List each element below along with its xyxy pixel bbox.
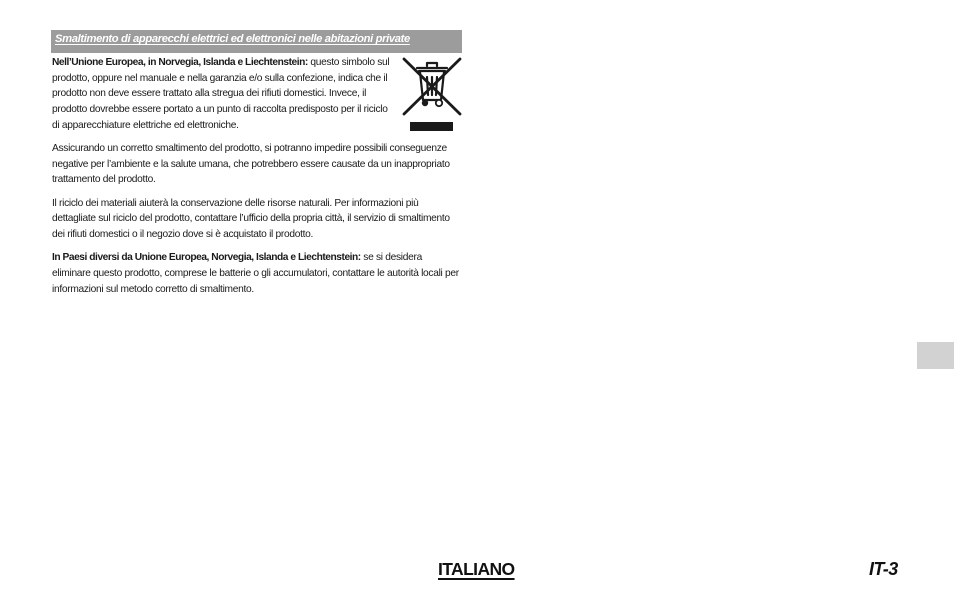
paragraph-recycling: Il riciclo dei materiali aiuterà la conservazione delle risorse naturali. Per informazioni più dettagliate sul riciclo del prodotto, contattare l’ufficio della propria città, il servizio di smaltimento dei rifiuti domestici o il negozio dove si è acquistato il prodotto.: [52, 197, 450, 241]
page-number: IT-3: [869, 559, 898, 579]
paragraph-other-text: se si desidera eliminare questo prodotto, comprese le batterie o gli accumulatori, contattare le autorità locali per informazioni sul metodo corretto di smaltimento.: [52, 252, 459, 295]
paragraph-other-lead: In Paesi diversi da Unione Europea, Norvegia, Islanda e Liechtenstein:: [52, 252, 361, 264]
paragraph-eu-lead: Nell’Unione Europea, in Norvegia, Islanda e Liechtenstein:: [52, 57, 308, 68]
section-title: Smaltimento di apparecchi elettrici ed elettronici nelle abitazioni private: [55, 33, 410, 45]
section-header: [51, 30, 462, 53]
paragraph-eu: [52, 55, 392, 134]
footer-language: ITALIANO: [438, 559, 515, 579]
body-text: [52, 55, 462, 305]
side-tab: [917, 342, 954, 369]
paragraph-eu-text: questo simbolo sul prodotto, oppure nel manuale e nella garanzia e/o sulla confezione, indica che il prodotto non deve essere trattato alla stregua dei rifiuti domestici. Invece, il prodotto dovrebbe essere portato a un punto di raccolta predisposto per il riciclo di apparecchiature elettriche ed elettroniche.: [52, 57, 390, 131]
paragraph-disposal: Assicurando un corretto smaltimento del prodotto, si potranno impedire possibili conseguenze negative per l’ambiente e la salute umana, che potrebbero essere causate da un inappropriato trattamento del prodotto.: [52, 143, 450, 186]
paragraph-other-countries: [52, 250, 462, 297]
